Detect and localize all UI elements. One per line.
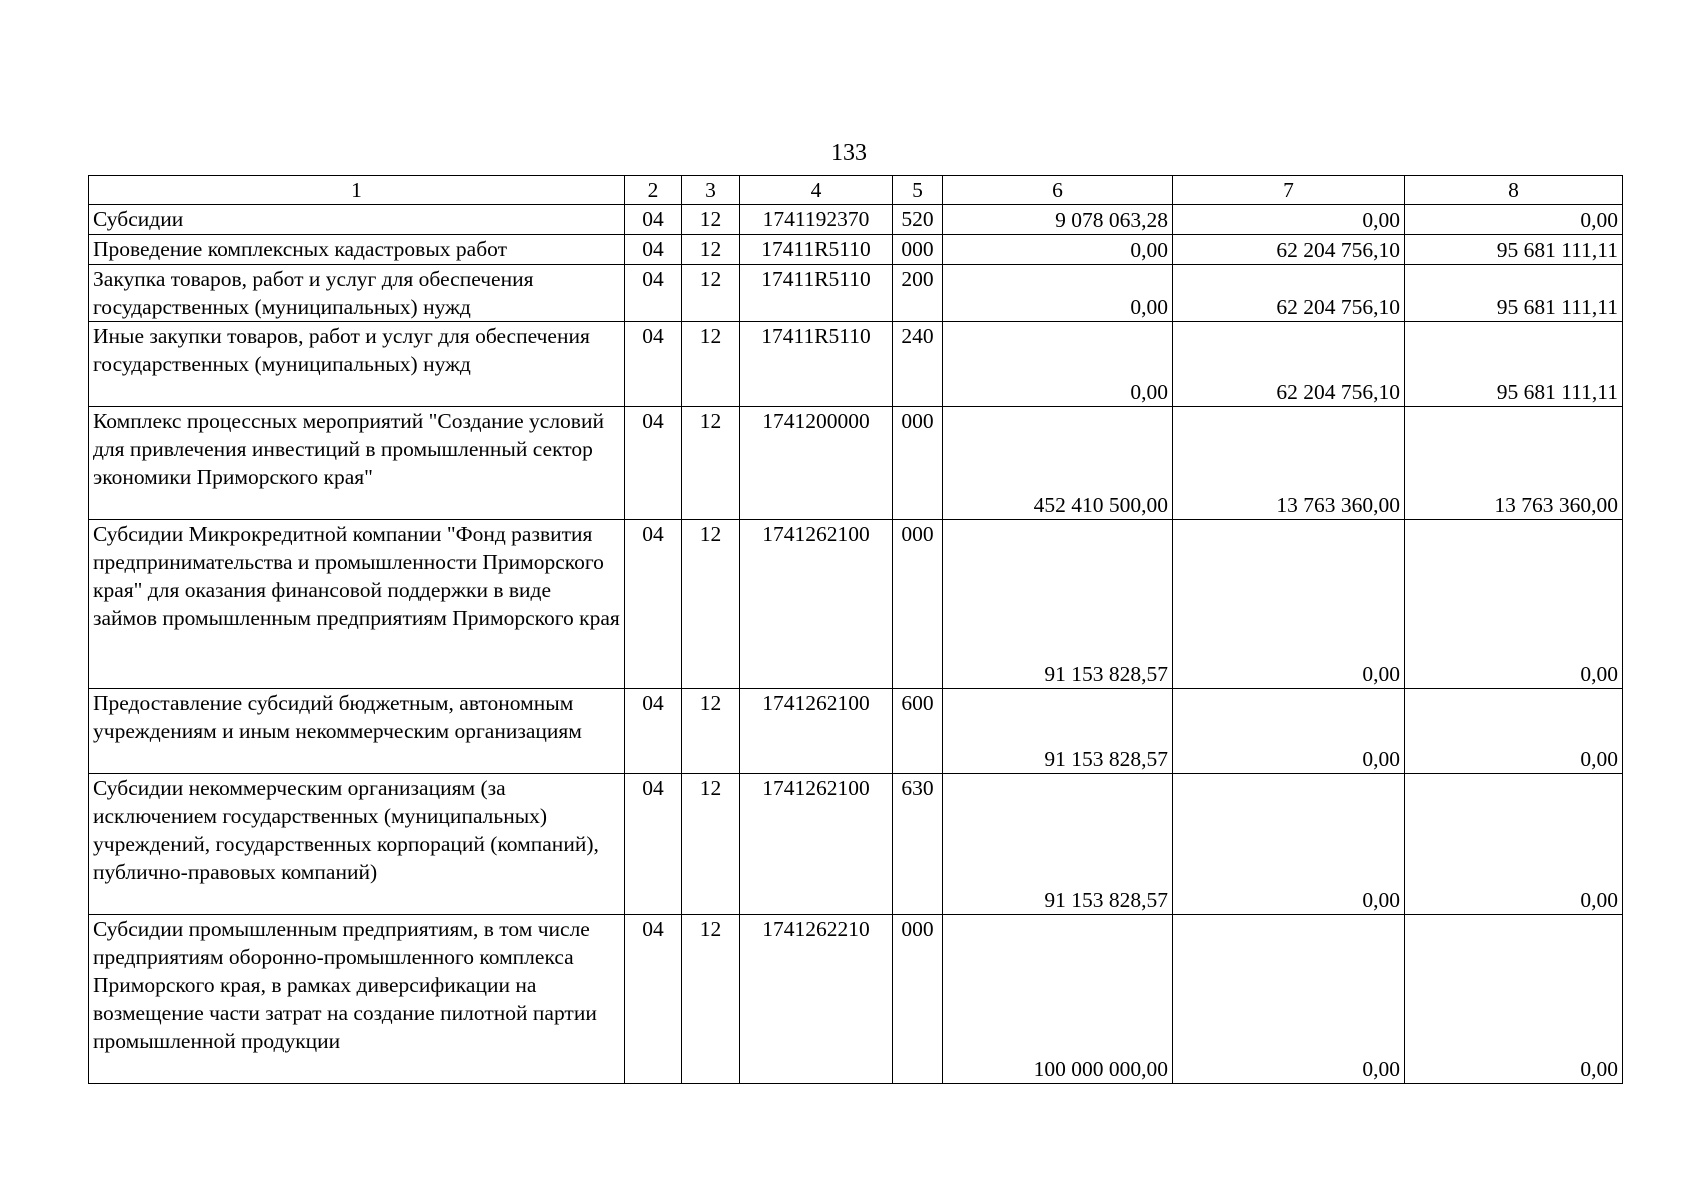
- expense-type-cell: 000: [893, 520, 943, 689]
- section-code-cell: 04: [625, 774, 682, 915]
- amount-col7-cell: 0,00: [1173, 205, 1405, 235]
- row-name-cell: Комплекс процессных мероприятий "Создание условий для привлечения инвестиций в промышленный сектор экономики Приморского края": [89, 407, 625, 520]
- amount-col6-cell: 9 078 063,28: [943, 205, 1173, 235]
- expense-type-cell: 240: [893, 322, 943, 407]
- amount-col6-cell: 0,00: [943, 265, 1173, 322]
- row-name-cell: Субсидии Микрокредитной компании "Фонд развития предпринимательства и промышленности Приморского края" для оказания финансовой поддержки в виде займов промышленным предприятиям Приморского края: [89, 520, 625, 689]
- expense-type-cell: 520: [893, 205, 943, 235]
- page-number: 133: [831, 140, 867, 166]
- column-header: 2: [625, 176, 682, 205]
- budget-table: [88, 175, 1623, 1084]
- amount-col8-cell: 0,00: [1405, 915, 1623, 1084]
- amount-col8-cell: 0,00: [1405, 774, 1623, 915]
- section-code-cell: 04: [625, 322, 682, 407]
- table-row: [89, 915, 1623, 1084]
- column-header: 5: [893, 176, 943, 205]
- section-code-cell: 04: [625, 915, 682, 1084]
- row-name-cell: Проведение комплексных кадастровых работ: [89, 235, 625, 265]
- amount-col8-cell: 95 681 111,11: [1405, 322, 1623, 407]
- target-article-cell: 1741262100: [740, 520, 893, 689]
- target-article-cell: 1741262100: [740, 774, 893, 915]
- target-article-cell: 1741200000: [740, 407, 893, 520]
- amount-col7-cell: 62 204 756,10: [1173, 265, 1405, 322]
- section-code-cell: 04: [625, 205, 682, 235]
- amount-col8-cell: 0,00: [1405, 205, 1623, 235]
- amount-col7-cell: 13 763 360,00: [1173, 407, 1405, 520]
- table-row: [89, 322, 1623, 407]
- table-row: [89, 774, 1623, 915]
- amount-col7-cell: 0,00: [1173, 520, 1405, 689]
- table-row: [89, 407, 1623, 520]
- subsection-code-cell: 12: [682, 322, 740, 407]
- subsection-code-cell: 12: [682, 235, 740, 265]
- column-header: 4: [740, 176, 893, 205]
- table-body: [89, 176, 1623, 1084]
- subsection-code-cell: 12: [682, 407, 740, 520]
- subsection-code-cell: 12: [682, 915, 740, 1084]
- amount-col8-cell: 0,00: [1405, 520, 1623, 689]
- expense-type-cell: 000: [893, 407, 943, 520]
- table-row: [89, 689, 1623, 774]
- table-row: [89, 235, 1623, 265]
- column-header: 7: [1173, 176, 1405, 205]
- table-header-row: [89, 176, 1623, 205]
- subsection-code-cell: 12: [682, 689, 740, 774]
- row-name-cell: Закупка товаров, работ и услуг для обеспечения государственных (муниципальных) нужд: [89, 265, 625, 322]
- amount-col8-cell: 95 681 111,11: [1405, 265, 1623, 322]
- target-article-cell: 1741262100: [740, 689, 893, 774]
- table-row: [89, 265, 1623, 322]
- amount-col6-cell: 0,00: [943, 322, 1173, 407]
- column-header: 6: [943, 176, 1173, 205]
- amount-col8-cell: 13 763 360,00: [1405, 407, 1623, 520]
- subsection-code-cell: 12: [682, 265, 740, 322]
- amount-col7-cell: 0,00: [1173, 774, 1405, 915]
- section-code-cell: 04: [625, 407, 682, 520]
- table-row: [89, 205, 1623, 235]
- subsection-code-cell: 12: [682, 520, 740, 689]
- target-article-cell: 17411R5110: [740, 265, 893, 322]
- amount-col7-cell: 62 204 756,10: [1173, 322, 1405, 407]
- row-name-cell: Субсидии некоммерческим организациям (за исключением государственных (муниципальных) учреждений, государственных корпораций (компаний), публично-правовых компаний): [89, 774, 625, 915]
- amount-col7-cell: 0,00: [1173, 689, 1405, 774]
- row-name-cell: Иные закупки товаров, работ и услуг для обеспечения государственных (муниципальных) нужд: [89, 322, 625, 407]
- amount-col7-cell: 0,00: [1173, 915, 1405, 1084]
- amount-col6-cell: 0,00: [943, 235, 1173, 265]
- amount-col7-cell: 62 204 756,10: [1173, 235, 1405, 265]
- expense-type-cell: 200: [893, 265, 943, 322]
- target-article-cell: 1741192370: [740, 205, 893, 235]
- amount-col6-cell: 452 410 500,00: [943, 407, 1173, 520]
- subsection-code-cell: 12: [682, 774, 740, 915]
- amount-col6-cell: 91 153 828,57: [943, 689, 1173, 774]
- amount-col8-cell: 95 681 111,11: [1405, 235, 1623, 265]
- column-header: 8: [1405, 176, 1623, 205]
- column-header: 1: [89, 176, 625, 205]
- amount-col6-cell: 100 000 000,00: [943, 915, 1173, 1084]
- section-code-cell: 04: [625, 520, 682, 689]
- target-article-cell: 1741262210: [740, 915, 893, 1084]
- amount-col6-cell: 91 153 828,57: [943, 520, 1173, 689]
- amount-col8-cell: 0,00: [1405, 689, 1623, 774]
- row-name-cell: Субсидии промышленным предприятиям, в том числе предприятиям оборонно-промышленного комплекса Приморского края, в рамках диверсификации на возмещение части затрат на создание пилотной партии промышленной продукции: [89, 915, 625, 1084]
- table-row: [89, 520, 1623, 689]
- expense-type-cell: 000: [893, 235, 943, 265]
- expense-type-cell: 600: [893, 689, 943, 774]
- column-header: 3: [682, 176, 740, 205]
- amount-col6-cell: 91 153 828,57: [943, 774, 1173, 915]
- section-code-cell: 04: [625, 235, 682, 265]
- expense-type-cell: 630: [893, 774, 943, 915]
- row-name-cell: Предоставление субсидий бюджетным, автономным учреждениям и иным некоммерческим организациям: [89, 689, 625, 774]
- subsection-code-cell: 12: [682, 205, 740, 235]
- expense-type-cell: 000: [893, 915, 943, 1084]
- row-name-cell: Субсидии: [89, 205, 625, 235]
- section-code-cell: 04: [625, 689, 682, 774]
- section-code-cell: 04: [625, 265, 682, 322]
- target-article-cell: 17411R5110: [740, 322, 893, 407]
- target-article-cell: 17411R5110: [740, 235, 893, 265]
